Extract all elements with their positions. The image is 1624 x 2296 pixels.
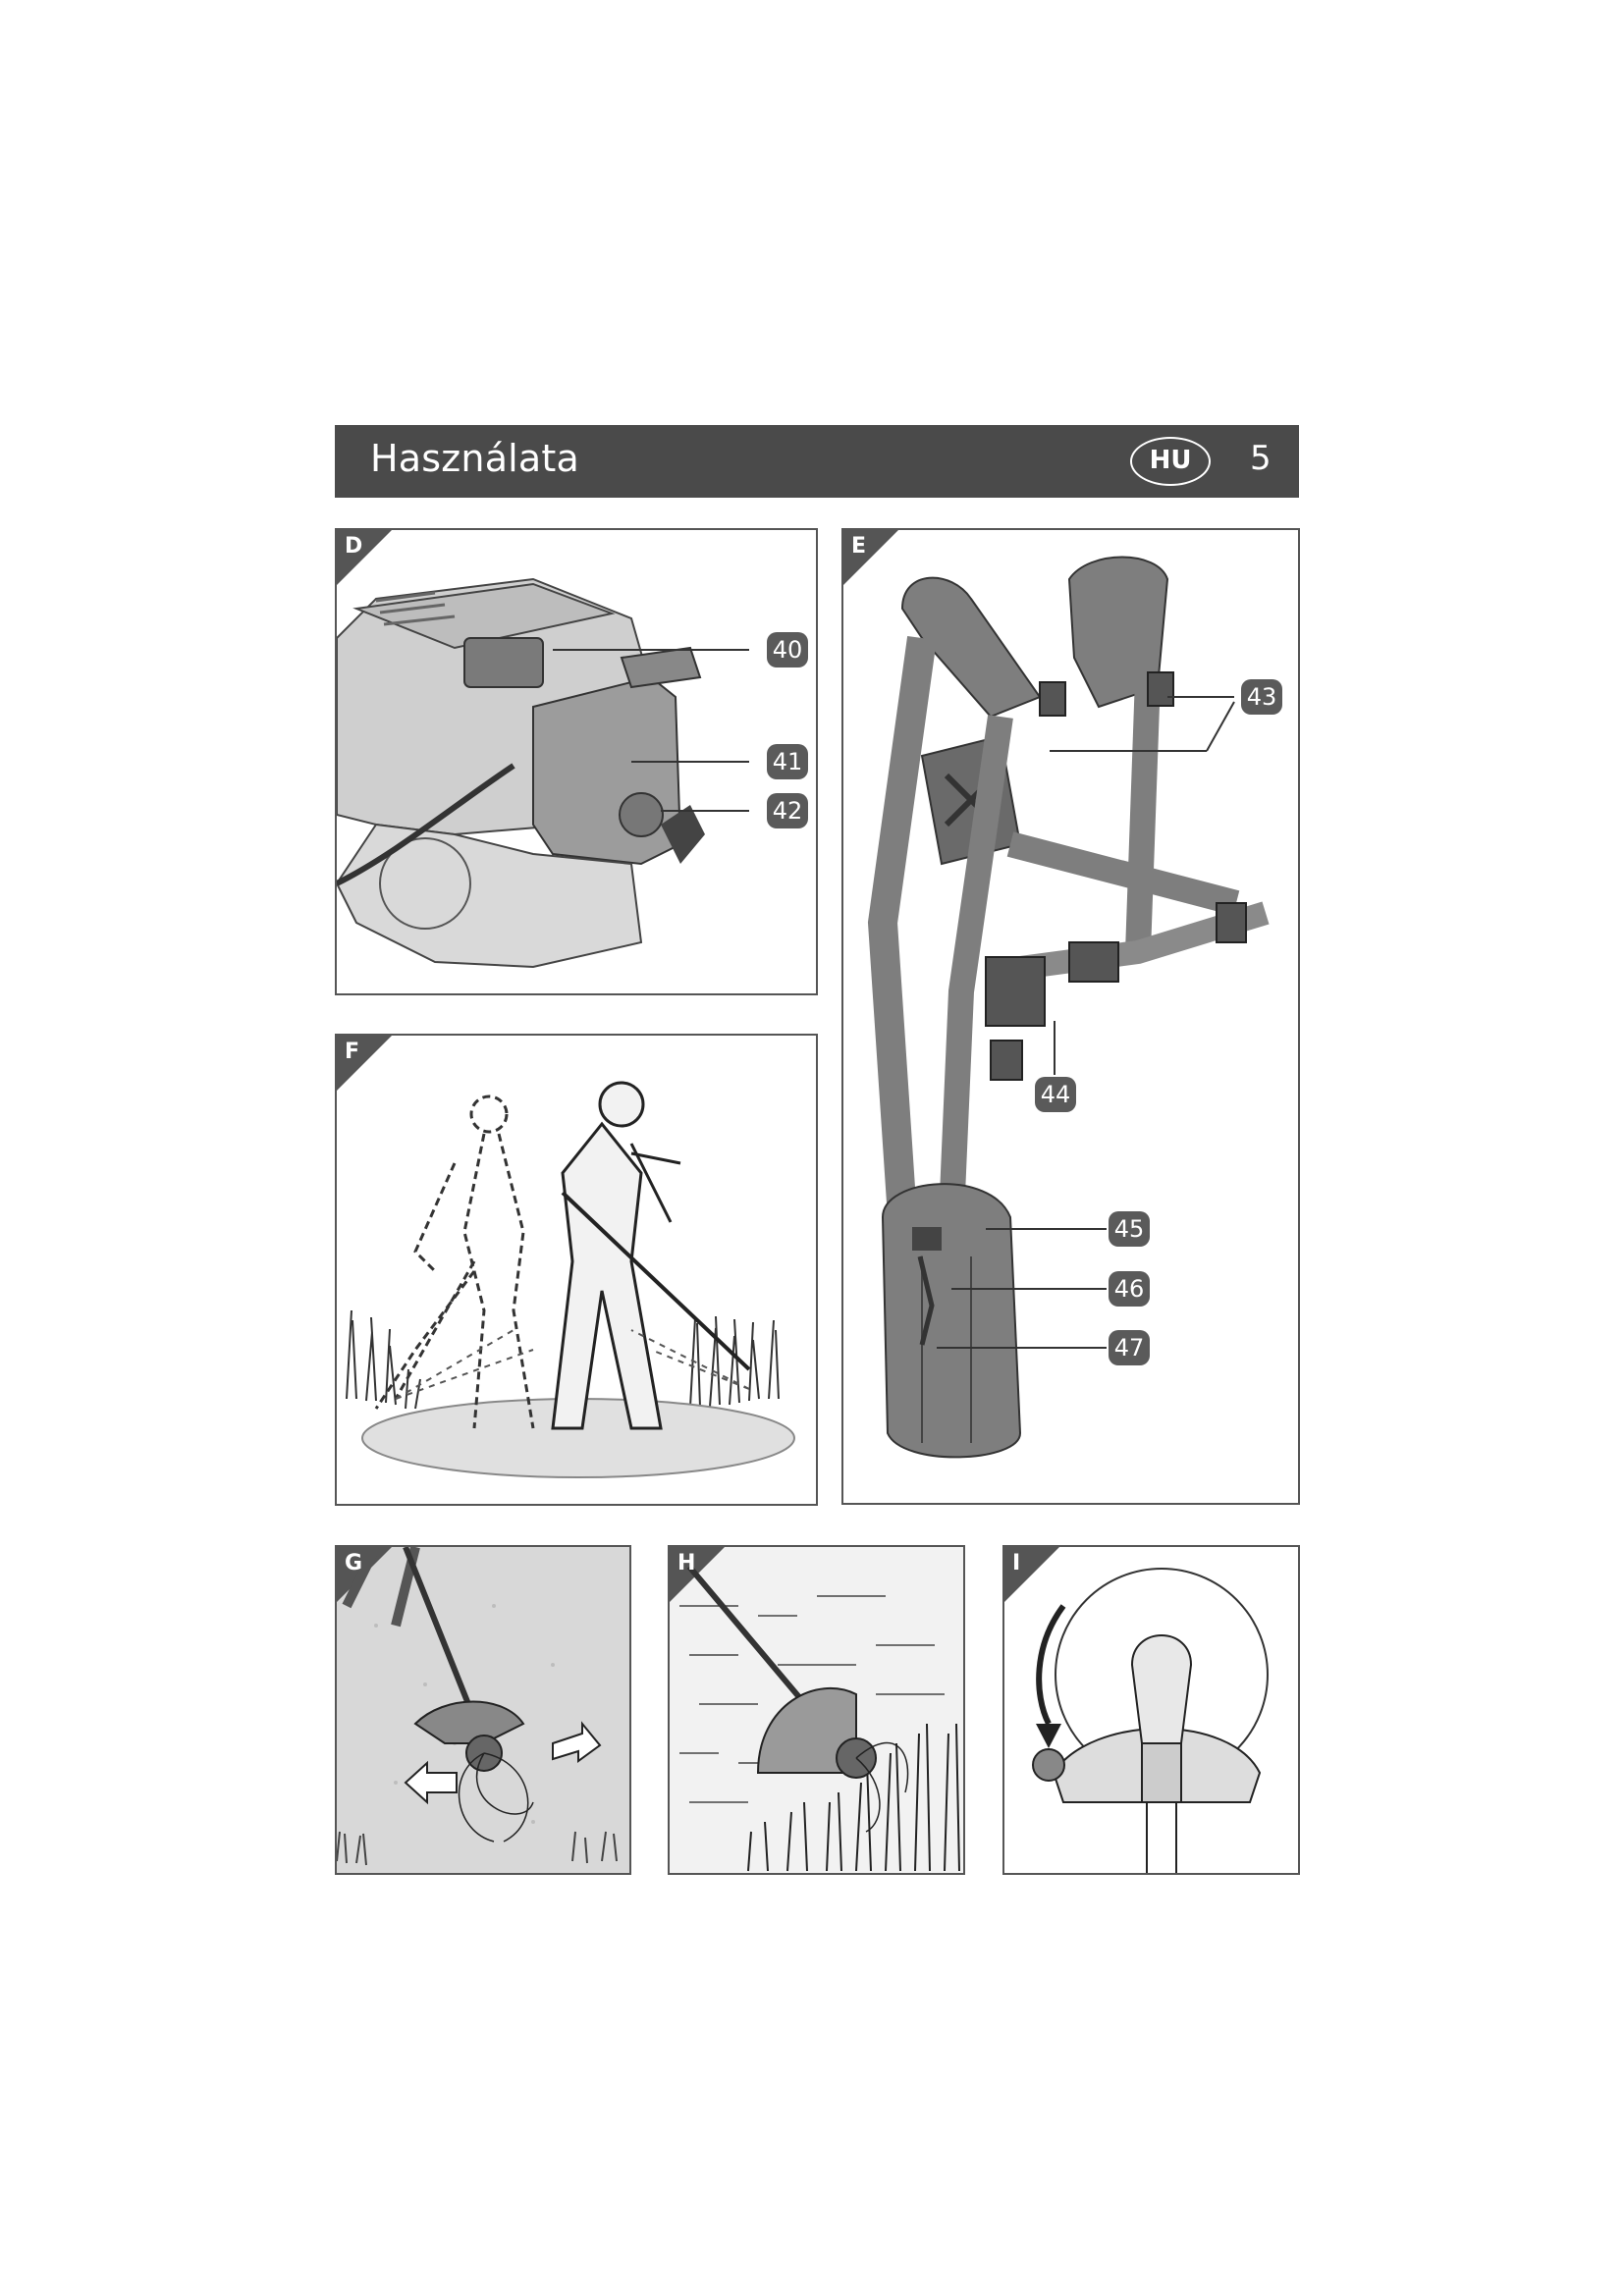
figure-label: G <box>345 1551 363 1575</box>
callout-label: 41 <box>767 744 808 779</box>
callout-label: 46 <box>1109 1271 1150 1307</box>
callout-label: 40 <box>767 632 808 667</box>
grass-trimming-illustration <box>337 1547 631 1875</box>
figure-d-engine <box>335 528 818 995</box>
trimming-illustration <box>337 1036 818 1506</box>
figure-h-brush-cutting <box>668 1545 965 1875</box>
callout-label: 45 <box>1109 1211 1150 1247</box>
figure-label: D <box>345 534 363 559</box>
harness-illustration <box>843 530 1300 1505</box>
figure-e-harness <box>841 528 1300 1505</box>
engine-illustration <box>337 530 818 995</box>
figure-label: F <box>345 1040 360 1064</box>
figure-label: H <box>677 1551 696 1575</box>
rotation-illustration <box>1004 1547 1300 1875</box>
figure-g-grass-trimming <box>335 1545 631 1875</box>
figure-f-trimming <box>335 1034 818 1506</box>
callout-label: 44 <box>1035 1077 1076 1112</box>
callout-label: 47 <box>1109 1330 1150 1365</box>
figure-label: E <box>851 534 867 559</box>
figure-label: I <box>1012 1551 1021 1575</box>
figure-i-rotation-direction <box>1002 1545 1300 1875</box>
page-header <box>335 425 1299 498</box>
page-number: 5 <box>1250 439 1272 478</box>
callout-label: 42 <box>767 793 808 828</box>
brush-cutting-illustration <box>670 1547 965 1875</box>
page-title: Használata <box>370 437 580 480</box>
language-badge: HU <box>1130 437 1211 486</box>
callout-label: 43 <box>1241 679 1282 715</box>
